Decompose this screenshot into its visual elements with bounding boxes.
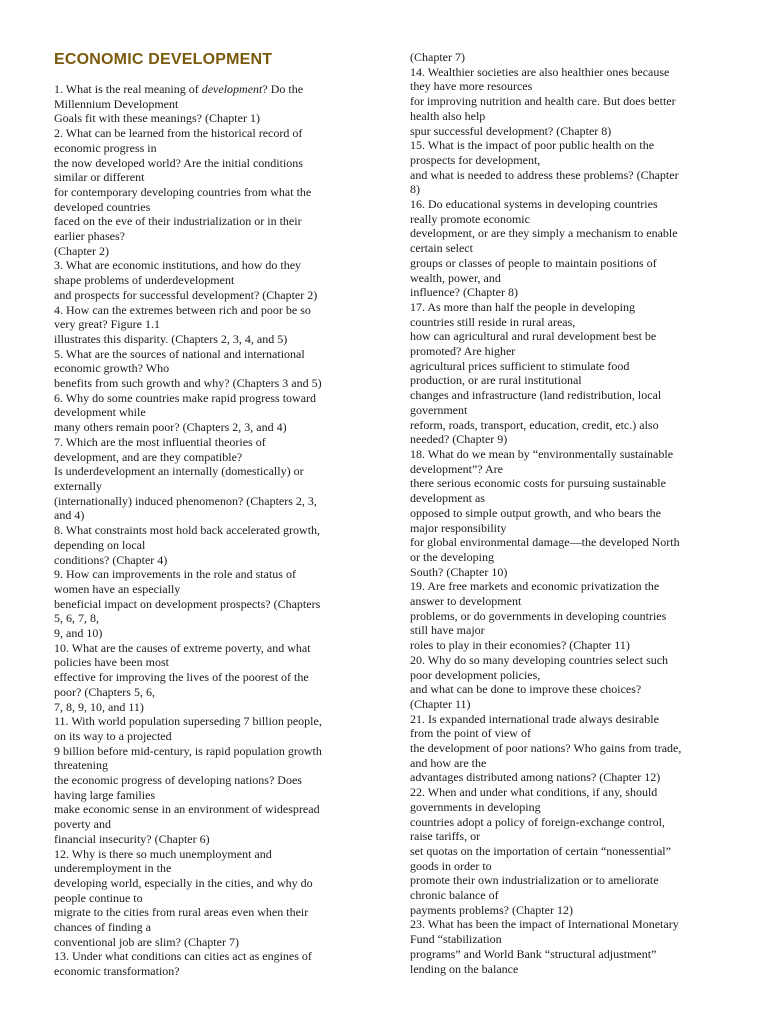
text-line: countries adopt a policy of foreign-exchange control, <box>410 814 665 829</box>
text-line: and 4) <box>54 508 85 523</box>
text-line: (Chapter 2) <box>54 243 109 258</box>
text-line: economic growth? Who <box>54 361 170 376</box>
text-line: changes and infrastructure (land redistribution, local <box>410 388 662 403</box>
text-line: 21. Is expanded international trade always desirable <box>410 711 659 726</box>
text-line: Is underdevelopment an internally (domestically) or <box>54 464 304 479</box>
text-line: depending on local <box>54 537 146 552</box>
text-line: prospects for development, <box>410 152 541 167</box>
text-line: people continue to <box>54 890 143 905</box>
text-line: effective for improving the lives of the poorest of the <box>54 670 309 685</box>
text-line: 16. Do educational systems in developing countries <box>410 197 658 212</box>
text-line: chances of finding a <box>54 920 151 935</box>
text-line: for contemporary developing countries from what the <box>54 184 312 199</box>
text-line: still have major <box>410 623 485 638</box>
text-line: reform, roads, transport, education, credit, etc.) also <box>410 417 659 432</box>
text-line: development”? Are <box>410 461 503 476</box>
text-line: programs” and World Bank “structural adjustment” <box>410 946 657 961</box>
text-line: 6. Why do some countries make rapid progress toward <box>54 390 317 405</box>
text-line: set quotas on the importation of certain “nonessential” <box>410 843 671 858</box>
text-line: for improving nutrition and health care. But does better <box>410 94 676 109</box>
text-line: 5, 6, 7, 8, <box>54 611 99 626</box>
text-line: government <box>410 402 468 417</box>
italic-term: development <box>201 82 263 96</box>
text-line: conditions? (Chapter 4) <box>54 552 168 567</box>
text-line: 12. Why is there so much unemployment and <box>54 846 272 861</box>
text-line: (internationally) induced phenomenon? (Chapters 2, 3, <box>54 493 317 508</box>
text-line: on its way to a projected <box>54 728 172 743</box>
text-line: and prospects for successful development? (Chapter 2) <box>54 287 318 302</box>
text-line: development, and are they compatible? <box>54 449 243 464</box>
text-line: development, or are they simply a mechanism to enable <box>410 226 678 241</box>
text-run: ? Do the <box>262 82 304 96</box>
text-line: from the point of view of <box>410 726 531 741</box>
text-line: agricultural prices sufficient to stimulate food <box>410 358 630 373</box>
right-column <box>410 50 746 976</box>
text-line: for global environmental damage—the developed North <box>410 535 680 550</box>
left-column-text <box>54 82 400 979</box>
text-line: 2. What can be learned from the historical record of <box>54 126 303 141</box>
text-line: policies have been most <box>54 655 169 670</box>
text-line: or the developing <box>410 549 494 564</box>
text-line: the development of poor nations? Who gains from trade, <box>410 741 682 756</box>
text-line: 23. What has been the impact of International Monetary <box>410 917 679 932</box>
text-line: 8. What constraints most hold back accelerated growth, <box>54 523 321 538</box>
text-line <box>54 82 400 97</box>
text-line: make economic sense in an environment of widespread <box>54 802 320 817</box>
text-line: 22. When and under what conditions, if any, should <box>410 785 658 800</box>
text-line: (Chapter 11) <box>410 696 471 711</box>
text-line: poor development policies, <box>410 667 541 682</box>
text-line: shape problems of underdevelopment <box>54 273 235 288</box>
text-line: countries still reside in rural areas, <box>410 314 576 329</box>
text-line: 7. Which are the most influential theories of <box>54 434 266 449</box>
text-line: governments in developing <box>410 799 541 814</box>
text-line: goods in order to <box>410 858 492 873</box>
text-line: South? (Chapter 10) <box>410 564 508 579</box>
text-line: there serious economic costs for pursuing sustainable <box>410 476 666 491</box>
text-line: 11. With world population superseding 7 billion people, <box>54 714 322 729</box>
text-line: and how are the <box>410 755 487 770</box>
text-line: earlier phases? <box>54 229 125 244</box>
text-line: 19. Are free markets and economic privatization the <box>410 579 660 594</box>
text-line: financial insecurity? (Chapter 6) <box>54 831 210 846</box>
text-line: 7, 8, 9, 10, and 11) <box>54 699 144 714</box>
text-line: advantages distributed among nations? (Chapter 12) <box>410 770 661 785</box>
text-line: health also help <box>410 108 486 123</box>
text-line: Goals fit with these meanings? (Chapter 1) <box>54 111 260 126</box>
text-line: 14. Wealthier societies are also healthier ones because <box>410 64 670 79</box>
text-line: and what can be done to improve these choices? <box>410 682 642 697</box>
text-line: needed? (Chapter 9) <box>410 432 508 447</box>
text-line: illustrates this disparity. (Chapters 2, 3, 4, and 5) <box>54 331 288 346</box>
text-line: faced on the eve of their industrialization or in their <box>54 214 302 229</box>
text-line: development while <box>54 405 146 420</box>
text-line: lending on the balance <box>410 961 519 976</box>
text-line: they have more resources <box>410 79 533 94</box>
text-line: 18. What do we mean by “environmentally sustainable <box>410 446 674 461</box>
text-line: development as <box>410 491 485 506</box>
text-line: 9 billion before mid-century, is rapid population growth <box>54 743 322 758</box>
text-line: women have an especially <box>54 581 181 596</box>
text-line: developed countries <box>54 199 151 214</box>
text-line: major responsibility <box>410 520 507 535</box>
text-line: developing world, especially in the cities, and why do <box>54 875 313 890</box>
text-line: influence? (Chapter 8) <box>410 285 518 300</box>
text-line: problems, or do governments in developing countries <box>410 608 667 623</box>
text-line: production, or are rural institutional <box>410 373 582 388</box>
text-line: (Chapter 7) <box>410 50 465 64</box>
text-line: externally <box>54 478 102 493</box>
text-line: 15. What is the impact of poor public health on the <box>410 138 655 153</box>
text-line: 17. As more than half the people in developing <box>410 299 635 314</box>
text-line: benefits from such growth and why? (Chapters 3 and 5) <box>54 376 322 391</box>
text-line: raise tariffs, or <box>410 829 481 844</box>
text-line: the economic progress of developing nations? Does <box>54 773 302 788</box>
left-column <box>54 48 400 979</box>
text-line: the now developed world? Are the initial conditions <box>54 155 303 170</box>
text-line: underemployment in the <box>54 861 172 876</box>
page-title: ECONOMIC DEVELOPMENT <box>54 51 273 68</box>
text-line: 20. Why do so many developing countries select such <box>410 652 669 667</box>
text-line: answer to development <box>410 594 522 609</box>
text-line: beneficial impact on development prospects? (Chapters <box>54 596 321 611</box>
text-line: really promote economic <box>410 211 530 226</box>
right-column-text <box>410 50 746 976</box>
text-line: having large families <box>54 787 156 802</box>
text-line: promoted? Are higher <box>410 344 516 359</box>
text-line: and what is needed to address these problems? (Chapter <box>410 167 679 182</box>
text-line: spur successful development? (Chapter 8) <box>410 123 612 138</box>
text-line: similar or different <box>54 170 145 185</box>
text-line: very great? Figure 1.1 <box>54 317 160 332</box>
text-line: payments problems? (Chapter 12) <box>410 902 573 917</box>
text-line: threatening <box>54 758 108 773</box>
text-line: 3. What are economic institutions, and how do they <box>54 258 302 273</box>
text-line: groups or classes of people to maintain positions of <box>410 255 657 270</box>
text-line: 9. How can improvements in the role and status of <box>54 567 296 582</box>
text-line: roles to play in their economies? (Chapter 11) <box>410 638 630 653</box>
text-line: 4. How can the extremes between rich and poor be so <box>54 302 311 317</box>
text-line: many others remain poor? (Chapters 2, 3, and 4) <box>54 420 287 435</box>
text-line: promote their own industrialization or to ameliorate <box>410 873 659 888</box>
text-line: 8) <box>410 182 420 197</box>
text-line: wealth, power, and <box>410 270 501 285</box>
text-line: poverty and <box>54 817 111 832</box>
text-line: how can agricultural and rural development best be <box>410 329 657 344</box>
text-line: migrate to the cities from rural areas even when their <box>54 905 309 920</box>
text-line: poor? (Chapters 5, 6, <box>54 684 155 699</box>
text-line: conventional job are slim? (Chapter 7) <box>54 934 239 949</box>
text-run: 1. What is the real meaning of <box>54 82 202 96</box>
text-line: chronic balance of <box>410 888 499 903</box>
text-line: 10. What are the causes of extreme poverty, and what <box>54 640 311 655</box>
text-line: economic progress in <box>54 140 157 155</box>
text-line: certain select <box>410 241 473 256</box>
text-line: 5. What are the sources of national and international <box>54 346 305 361</box>
text-line: opposed to simple output growth, and who bears the <box>410 505 661 520</box>
text-line: economic transformation? <box>54 964 180 979</box>
text-line: Millennium Development <box>54 96 179 111</box>
text-line: 9, and 10) <box>54 626 103 641</box>
text-line: 13. Under what conditions can cities act as engines of <box>54 949 312 964</box>
text-line: Fund “stabilization <box>410 932 502 947</box>
